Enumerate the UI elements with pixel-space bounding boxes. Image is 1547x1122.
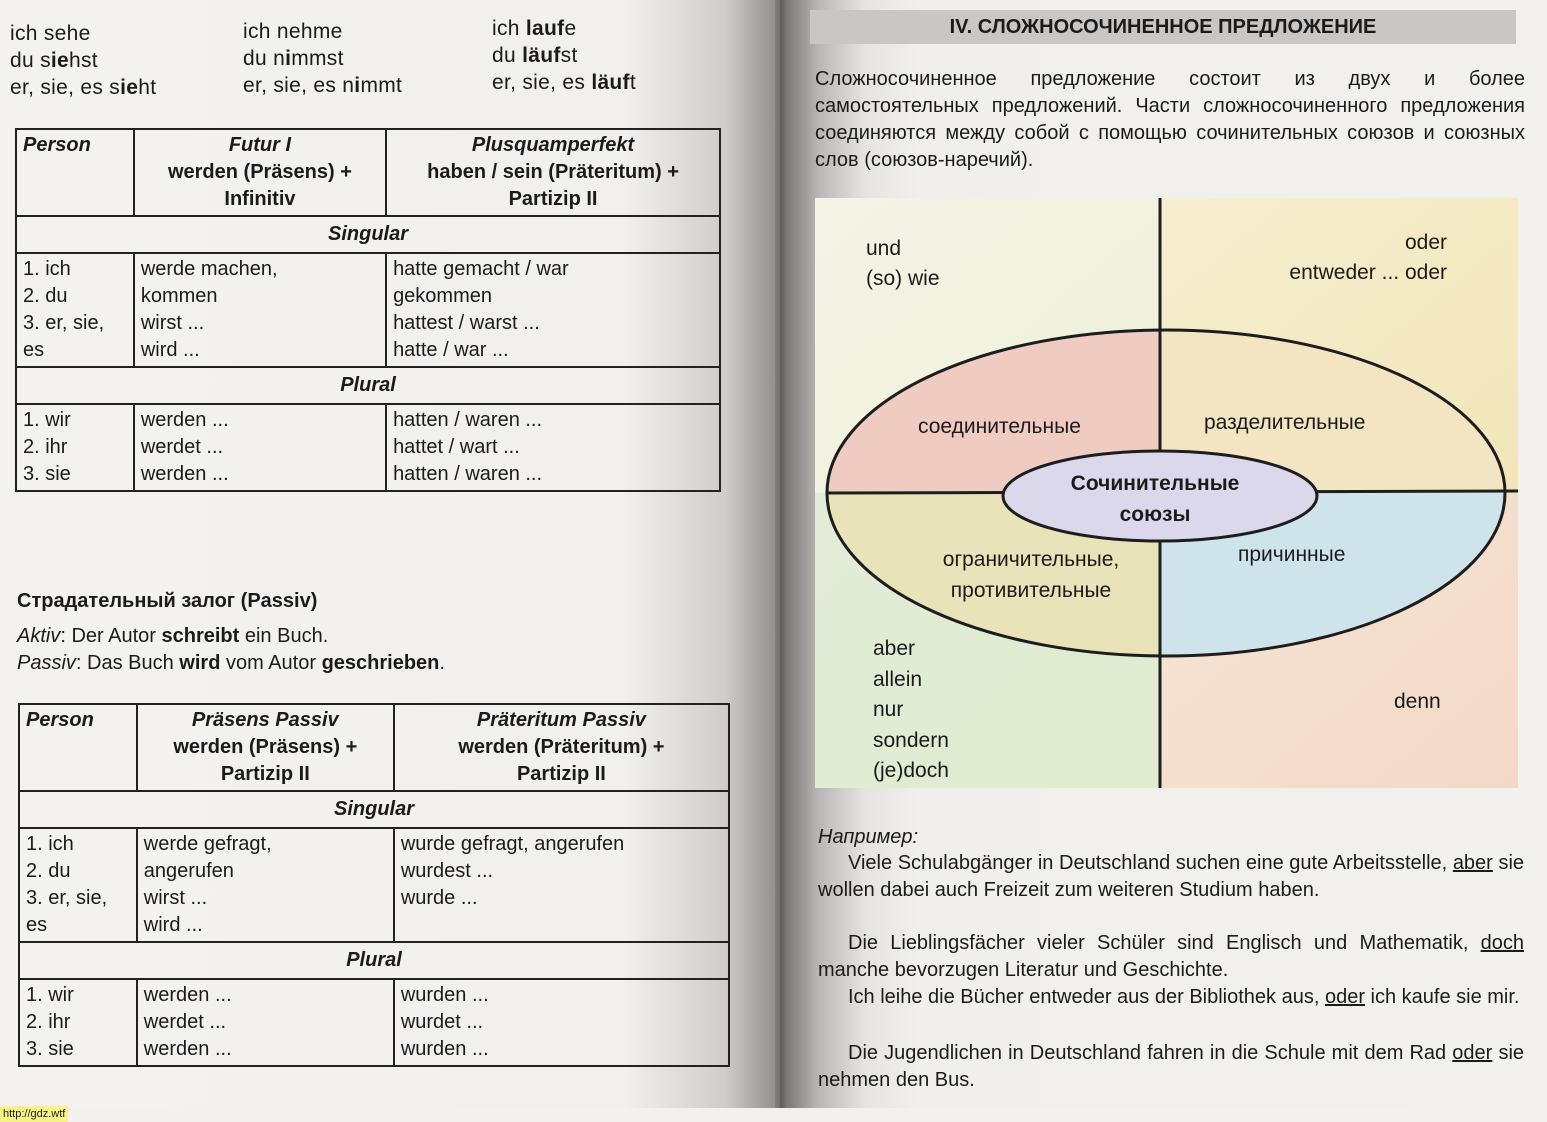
list-line: werdet ... bbox=[143, 1011, 227, 1033]
conjugation-line: er, sie, es läuft bbox=[492, 71, 636, 94]
list-line: (je)doch bbox=[873, 759, 949, 782]
center-label: Сочинительные союзы bbox=[1070, 472, 1240, 526]
list-line: entweder ... oder bbox=[1289, 261, 1447, 284]
conjugation-line: ich nehme bbox=[243, 20, 343, 43]
conjugation-line: ich sehe bbox=[10, 22, 91, 45]
list-line: 3. sie bbox=[26, 1038, 74, 1060]
list-line: hattet / wart ... bbox=[393, 436, 520, 458]
list-line: 2. du bbox=[23, 285, 68, 307]
list-line: angerufen bbox=[143, 860, 234, 882]
list-line: hattest / warst ... bbox=[393, 312, 540, 334]
list-line: 1. wir bbox=[26, 984, 74, 1006]
list-line: 2. ihr bbox=[26, 1011, 71, 1033]
watermark-link[interactable]: http://gdz.wtf bbox=[0, 1106, 68, 1122]
aktiv-example: Aktiv: Der Autor schreibt ein Buch. bbox=[17, 625, 329, 647]
list-line: 3. er, sie, bbox=[23, 312, 105, 334]
conjugation-line: ich laufe bbox=[492, 17, 577, 40]
list-line: werden ... bbox=[140, 409, 229, 431]
book-spine bbox=[775, 0, 787, 1108]
label-ogranichitelnye: ограничительные, противительные bbox=[942, 548, 1120, 602]
intro-paragraph: Сложносочиненное предложение состоит из двух и более самостоятельных предложений. Части сложносочиненного предложения соединяются между собой с помощью сочинительных союзов и союзных слов (союзов-наречий). bbox=[815, 68, 1525, 171]
list-line: wird ... bbox=[143, 914, 203, 936]
example-1: Viele Schulabgänger in Deutschland suchen eine gute Arbeitsstelle, aber sie wollen dabei auch Freizeit zum weiteren Studium haben. bbox=[818, 852, 1525, 901]
header-praesens-passiv: Präsens Passiv werden (Präsens) + Partizip II bbox=[137, 704, 394, 791]
conjugation-line: du siehst bbox=[10, 49, 98, 72]
conjugation-col3 bbox=[492, 15, 636, 96]
list-line: kommen bbox=[140, 285, 218, 307]
list-line: wird ... bbox=[140, 339, 200, 361]
plural-praeteritum-passiv bbox=[394, 979, 729, 1066]
list-line: wurden ... bbox=[400, 1038, 489, 1060]
singular-persons bbox=[19, 828, 137, 942]
header-plusquamperfekt: Plusquamperfekt haben / sein (Präteritum) + Partizip II bbox=[386, 129, 720, 216]
singular-persons bbox=[16, 253, 134, 367]
list-line: 2. du bbox=[26, 860, 71, 882]
plural-futur bbox=[134, 404, 386, 491]
conjugation-line: er, sie, es sieht bbox=[10, 76, 157, 99]
list-line: werde machen, bbox=[140, 258, 278, 280]
singular-plusquamperfekt bbox=[386, 253, 720, 367]
label-soedinitelnye: соединительные bbox=[918, 415, 1081, 438]
list-line: oder bbox=[1404, 231, 1447, 254]
list-line: wirst ... bbox=[143, 887, 208, 909]
list-line: (so) wie bbox=[866, 267, 940, 290]
list-line: hatte / war ... bbox=[393, 339, 509, 361]
words-top-left bbox=[866, 234, 940, 294]
list-line: wurdet ... bbox=[400, 1011, 484, 1033]
list-line: 1. wir bbox=[23, 409, 71, 431]
list-line: werden ... bbox=[143, 1038, 232, 1060]
header-person: Person bbox=[16, 129, 134, 216]
plural-plusquamperfekt bbox=[386, 404, 720, 491]
section-singular: Singular bbox=[19, 791, 729, 828]
list-line: allein bbox=[873, 667, 923, 691]
plural-persons bbox=[16, 404, 134, 491]
list-line: wurde gefragt, angerufen bbox=[400, 833, 625, 855]
conjugation-col1 bbox=[10, 20, 156, 101]
list-line: es bbox=[23, 339, 45, 361]
list-line: 1. ich bbox=[26, 833, 74, 855]
list-line: hatten / waren ... bbox=[393, 409, 543, 431]
futur-plusquamperfekt-table bbox=[15, 128, 721, 492]
conjugation-col2 bbox=[243, 18, 402, 99]
chapter-title: IV. СЛОЖНОСОЧИНЕННОЕ ПРЕДЛОЖЕНИЕ bbox=[810, 10, 1516, 44]
list-line: werdet ... bbox=[140, 436, 224, 458]
passive-title: Страдательный залог (Passiv) bbox=[17, 590, 318, 612]
list-line: wurden ... bbox=[400, 984, 489, 1006]
words-bottom-left bbox=[873, 634, 949, 787]
list-line: sondern bbox=[873, 728, 949, 752]
list-line: 1. ich bbox=[23, 258, 71, 280]
list-line: wirst ... bbox=[140, 312, 205, 334]
list-line: nur bbox=[873, 698, 904, 721]
conjugation-line: du läufst bbox=[492, 44, 578, 67]
example-heading: Например: bbox=[818, 826, 919, 848]
example-3: Ich leihe die Bücher entweder aus der Bibliothek aus, oder ich kaufe sie mir. bbox=[848, 986, 1520, 1008]
list-line: es bbox=[26, 914, 48, 936]
plural-praesens-passiv bbox=[137, 979, 394, 1066]
plural-persons bbox=[19, 979, 137, 1066]
section-singular: Singular bbox=[16, 216, 720, 253]
conjugation-line: du nimmst bbox=[243, 47, 344, 70]
example-4: Die Jugendlichen in Deutschland fahren in die Schule mit dem Rad oder sie nehmen den Bus. bbox=[818, 1042, 1525, 1091]
label-razdelitelnye: разделительные bbox=[1204, 411, 1366, 434]
list-line: aber bbox=[873, 637, 916, 660]
singular-futur bbox=[134, 253, 386, 367]
section-plural: Plural bbox=[19, 942, 729, 979]
list-line: 3. sie bbox=[23, 463, 71, 485]
conjugation-line: er, sie, es nimmt bbox=[243, 74, 403, 97]
label-prichinnye: причинные bbox=[1238, 543, 1346, 566]
list-line: 3. er, sie, bbox=[26, 887, 108, 909]
words-bottom-right bbox=[1394, 690, 1441, 714]
header-person: Person bbox=[19, 704, 137, 791]
list-line: hatte gemacht / war bbox=[393, 258, 569, 280]
passiv-table bbox=[18, 703, 730, 1067]
header-praeteritum-passiv: Präteritum Passiv werden (Präteritum) + Partizip II bbox=[394, 704, 729, 791]
singular-praesens-passiv bbox=[137, 828, 394, 942]
list-line: und bbox=[866, 237, 902, 260]
list-line: 2. ihr bbox=[23, 436, 68, 458]
list-line: wurde ... bbox=[400, 887, 478, 909]
header-futur: Futur I werden (Präsens) + Infinitiv bbox=[134, 129, 386, 216]
list-line: werden ... bbox=[140, 463, 229, 485]
passiv-example: Passiv: Das Buch wird vom Autor geschrieben. bbox=[17, 652, 445, 674]
singular-praeteritum-passiv bbox=[394, 828, 729, 942]
list-line: werden ... bbox=[143, 984, 232, 1006]
list-line: hatten / waren ... bbox=[393, 463, 543, 485]
section-plural: Plural bbox=[16, 367, 720, 404]
words-top-right bbox=[1245, 228, 1447, 288]
list-line: wurdest ... bbox=[400, 860, 494, 882]
list-line: denn bbox=[1394, 690, 1441, 713]
example-2: Die Lieblingsfächer vieler Schüler sind Englisch und Mathematik, doch manche bevorzugen Literatur und Geschichte. bbox=[818, 932, 1524, 981]
list-line: werde gefragt, bbox=[143, 833, 272, 855]
list-line: gekommen bbox=[393, 285, 492, 307]
